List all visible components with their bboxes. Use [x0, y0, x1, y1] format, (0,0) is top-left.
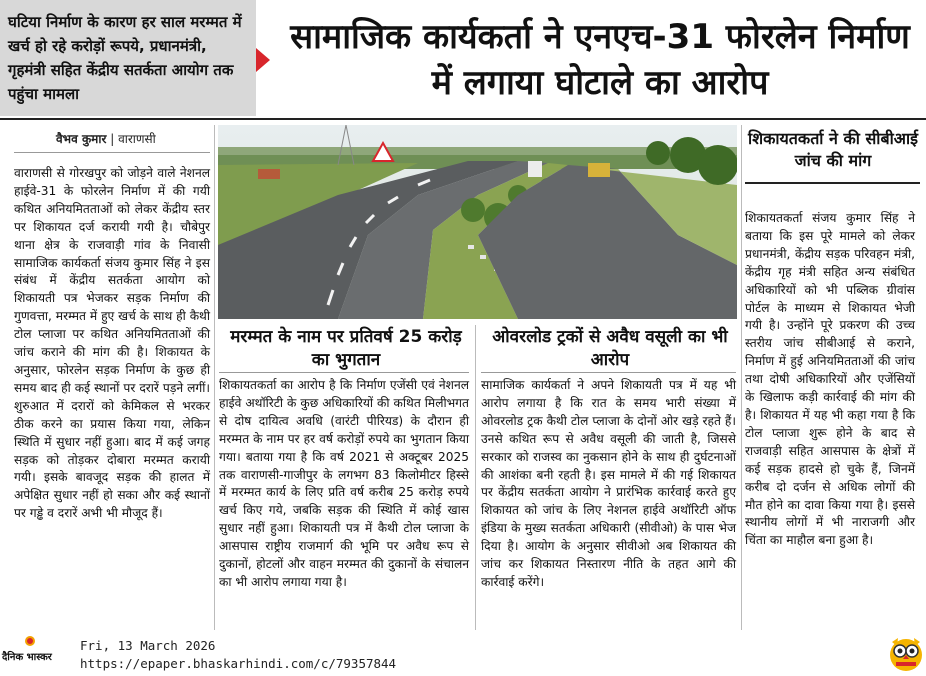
byline-author: वैभव कुमार: [56, 132, 107, 146]
article-left-column: वाराणसी से गोरखपुर को जोड़ने वाले नेशनल हाईवे-31 के फोरलेन निर्माण में की गयी कथित अनियमितताओं को लेकर केंद्रीय स्तर पर शिकायत दर्ज करायी गयी है। चौबेपुर थाना क्षेत्र के राजवाड़ी गांव के निवासी सामाजिक कार्यकर्ता संजय कुमार सिंह ने इस संबंध में केंद्रीय सतर्कता आयोग को शिकायती पत्र भेजकर सड़क निर्माण की गुणवत्ता, मरम्मत में हुए खर्च के साथ ही कैथी टोल प्लाजा पर कथित अनियमितताओं की जांच कराने की मांग की है। शिकायत के अनुसार, फोरलेन सड़क निर्माण के कुछ ही समय बाद ही कई स्थानों पर दरारें पड़ने लगीं। शुरुआत में दरारों को केमिकल से भरकर ठीक करने का प्रयास किया गया, लेकिन स्थिति में सुधार नहीं हुआ। बाद में कई जगह सड़क को तोड़कर दोबारा मरम्मत करायी गयी। इसके बावजूद सड़क की हालत में अपेक्षित सुधार नहीं हो सका और कई स्थानों पर गड्ढे व दरारें अभी भी मौजूद हैं।: [14, 166, 210, 521]
subhead-overload: ओवरलोड ट्रकों से अवैध वसूली का भी आरोप: [492, 327, 728, 370]
logo-text: दैनिक भास्कर: [2, 652, 52, 663]
owl-mascot-icon: [888, 634, 924, 672]
teaser-arrow-icon: [256, 48, 270, 72]
headline: सामाजिक कार्यकर्ता ने एनएच-31 फोरलेन निर्माण में लगाया घोटाले का आरोप: [290, 17, 910, 103]
column-divider: [475, 325, 476, 630]
article-mid-column-1: शिकायतकर्ता का आरोप है कि निर्माण एजेंसी एवं नेशनल हाईवे अथॉरिटी के कुछ अधिकारियों की कथित मिलीभगत से दोष दायित्व अवधि (वारंटी पीरियड) के दौरान ही मरम्मत के नाम पर हर वर्ष करोड़ों रुपये का भुगतान किया गया। बताया गया है कि वर्ष 2021 से अक्टूबर 2025 तक वाराणसी-गाजीपुर के लगभग 83 किलोमीटर हिस्से में मरम्मत कार्य के लिए प्रति वर्ष करीब 25 करोड़ रुपये खर्च किए गये, जबकि सड़क की स्थिति में कोई खास सुधार नहीं हुआ। शिकायती पत्र में कैथी टोल प्लाजा के आसपास राष्ट्रीय राजमार्ग की भूमि पर अवैध रूप से दुकानों, होटलों और वाहन मरम्मत की दुकानों के संचालन का भी आरोप लगाया गया है।: [219, 378, 469, 589]
byline-separator: |: [110, 132, 119, 146]
subhead-divider: [745, 182, 920, 184]
byline-divider: [14, 152, 210, 153]
teaser-text: घटिया निर्माण के कारण हर साल मरम्मत में खर्च हो रहे करोड़ों रूपये, प्रधानमंत्री, गृहमंत्री सहित केंद्रीय सतर्कता आयोग तक पहुंचा मामला: [8, 13, 242, 103]
footer-date: Fri, 13 March 2026: [80, 638, 216, 653]
subhead-maintenance: मरम्मत के नाम पर प्रतिवर्ष 25 करोड़ का भुगतान: [230, 327, 462, 370]
article-mid-column-2: सामाजिक कार्यकर्ता ने अपने शिकायती पत्र में यह भी आरोप लगाया है कि रात के समय भारी संख्या में ओवरलोड ट्रक कैथी टोल प्लाजा के दोनों ओर खड़े रहते हैं। उनसे कथित रूप से अवैध वसूली की जाती है, जिससे सरकार को राजस्व का नुकसान होने के साथ ही दुर्घटनाओं की आशंका बनी रहती है। इस मामले में की गई शिकायत पर केंद्रीय सतर्कता आयोग ने प्रारंभिक कार्रवाई करते हुए शिकायत को जांच के लिए नेशनल हाईवे अथॉरिटी ऑफ इंडिया के मुख्य सतर्कता अधिकारी (सीवीओ) के पास भेज दिया है। आयोग के अनुसार सीवीओ अब शिकायत की जांच कर शिकायत निस्तारण नीति के तहत आगे की कार्रवाई करेंगे।: [481, 378, 736, 589]
byline-city: वाराणसी: [118, 132, 156, 146]
column-divider: [214, 125, 215, 630]
footer-url[interactable]: https://epaper.bhaskarhindi.com/c/79357844: [80, 656, 397, 671]
highway-photo-image: [218, 125, 737, 319]
subhead-divider: [481, 372, 736, 373]
subhead-cbi-demand: शिकायतकर्ता ने की सीबीआई जांच की मांग: [748, 129, 918, 170]
dainik-bhaskar-logo: [0, 635, 72, 669]
headline-divider: [0, 118, 926, 120]
subhead-divider: [219, 372, 469, 373]
byline: [56, 130, 156, 147]
highway-photo: [218, 125, 737, 319]
article-right-column: शिकायतकर्ता संजय कुमार सिंह ने बताया कि इस पूरे मामले को लेकर प्रधानमंत्री, केंद्रीय सड़क परिवहन मंत्री, केंद्रीय गृह मंत्री सहित अन्य संबंधित अधिकारियों को भी पब्लिक ग्रीवांस पोर्टल के माध्यम से शिकायत भेजी गयी है। उन्होंने पूरे प्रकरण की उच्च स्तरीय जांच सीबीआई से कराने, निर्माण में हुई अनियमितताओं की जांच तथा दोषी अधिकारियों और एजेंसियों के खिलाफ कड़ी कार्रवाई की मांग की है। शिकायत में यह भी कहा गया है कि टोल प्लाजा शुरू होने के बाद से राजवाड़ी सहित आसपास के क्षेत्रों में कई सड़क हादसे हो चुके हैं, जिनमें करीब दो दर्जन से अधिक लोगों की मौत होने का दावा किया गया है। इससे स्थानीय लोगों में भी नाराजगी और चिंता का माहौल बना हुआ है।: [745, 211, 915, 548]
column-divider: [741, 125, 742, 630]
